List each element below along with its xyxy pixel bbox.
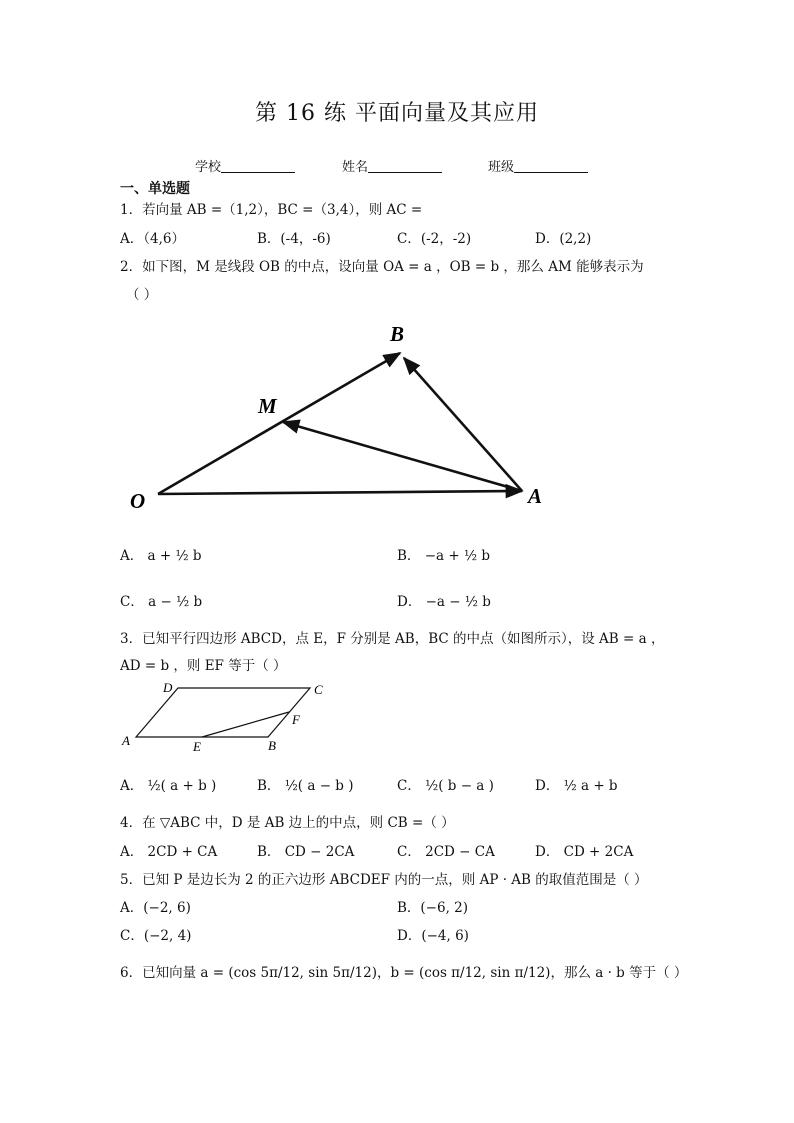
q3-option-d[interactable]: D． ½ a + b	[535, 778, 618, 794]
q3-option-a[interactable]: A． ½( a + b )	[120, 778, 217, 794]
label-a: A	[122, 733, 130, 748]
question-2-paren: （ ）	[126, 287, 158, 303]
q5-option-d[interactable]: D．(−4, 6)	[397, 928, 469, 944]
q4-option-a[interactable]: A． 2CD + CA	[120, 844, 218, 860]
q5-option-a[interactable]: A．(−2, 6)	[120, 900, 191, 916]
q1-option-d[interactable]: D．(2,2)	[535, 231, 592, 247]
label-b: B	[390, 322, 405, 346]
parallelogram-abcd	[136, 688, 310, 737]
vector-ob	[158, 353, 400, 494]
question-3-line-2: AD = b ，则 EF 等于（ ）	[120, 658, 287, 674]
vector-ab	[404, 358, 522, 491]
label-c: C	[314, 682, 323, 697]
label-o: O	[130, 489, 146, 513]
vector-am	[283, 422, 522, 491]
q3-option-b[interactable]: B． ½( a − b )	[257, 778, 354, 794]
triangle-figure	[120, 315, 560, 520]
page-title: 第 16 练 平面向量及其应用	[255, 101, 539, 126]
q4-option-c[interactable]: C． 2CD − CA	[397, 844, 495, 860]
q1-option-c[interactable]: C．(-2，-2)	[397, 231, 472, 247]
parallelogram-figure	[118, 678, 338, 756]
name-label: 姓名	[342, 160, 369, 175]
q5-option-c[interactable]: C．(−2, 4)	[120, 928, 192, 944]
q2-option-a[interactable]: A． a + ½ b	[120, 548, 202, 564]
label-b: B	[268, 738, 276, 753]
vector-oa	[158, 491, 522, 494]
label-m: M	[258, 394, 277, 418]
q2-option-c[interactable]: C． a − ½ b	[120, 594, 203, 610]
school-label: 学校	[195, 160, 222, 175]
label-d: D	[163, 680, 173, 695]
segment-ef	[202, 712, 289, 737]
label-e: E	[193, 739, 201, 754]
question-5: 5．已知 P 是边长为 2 的正六边形 ABCDEF 内的一点，则 AP · AB 的取值范围是（ ）	[120, 872, 648, 888]
question-2: 2．如下图，M 是线段 OB 的中点，设向量 OA = a ，OB = b ，那么 AM 能够表示为	[120, 259, 644, 275]
q1-option-a[interactable]: A．（4,6）	[120, 231, 185, 247]
question-6: 6．已知向量 a = (cos 5π/12, sin 5π/12)，b = (cos π/12, sin π/12)，那么 a · b 等于（ ）	[120, 965, 688, 981]
section-heading: 一、单选题	[120, 181, 190, 197]
question-4: 4．在 ▽ABC 中，D 是 AB 边上的中点，则 CB =（ ）	[120, 815, 455, 831]
question-1: 1．若向量 AB =（1,2），BC =（3,4），则 AC =	[120, 202, 423, 218]
class-field[interactable]	[488, 156, 588, 175]
q4-option-b[interactable]: B． CD − 2CA	[257, 844, 355, 860]
school-field[interactable]	[195, 156, 295, 175]
class-label: 班级	[488, 160, 515, 175]
question-3-line-1: 3．已知平行四边形 ABCD，点 E，F 分别是 AB，BC 的中点（如图所示），设 AB = a ，	[120, 631, 665, 647]
q4-option-d[interactable]: D． CD + 2CA	[535, 844, 634, 860]
q1-option-b[interactable]: B．(-4，-6)	[257, 231, 331, 247]
label-a: A	[528, 484, 543, 508]
label-f: F	[292, 712, 300, 727]
q2-option-d[interactable]: D． −a − ½ b	[397, 594, 491, 610]
q2-option-b[interactable]: B． −a + ½ b	[397, 548, 490, 564]
q3-option-c[interactable]: C． ½( b − a )	[397, 778, 494, 794]
name-field[interactable]	[342, 156, 442, 175]
q5-option-b[interactable]: B．(−6, 2)	[397, 900, 469, 916]
